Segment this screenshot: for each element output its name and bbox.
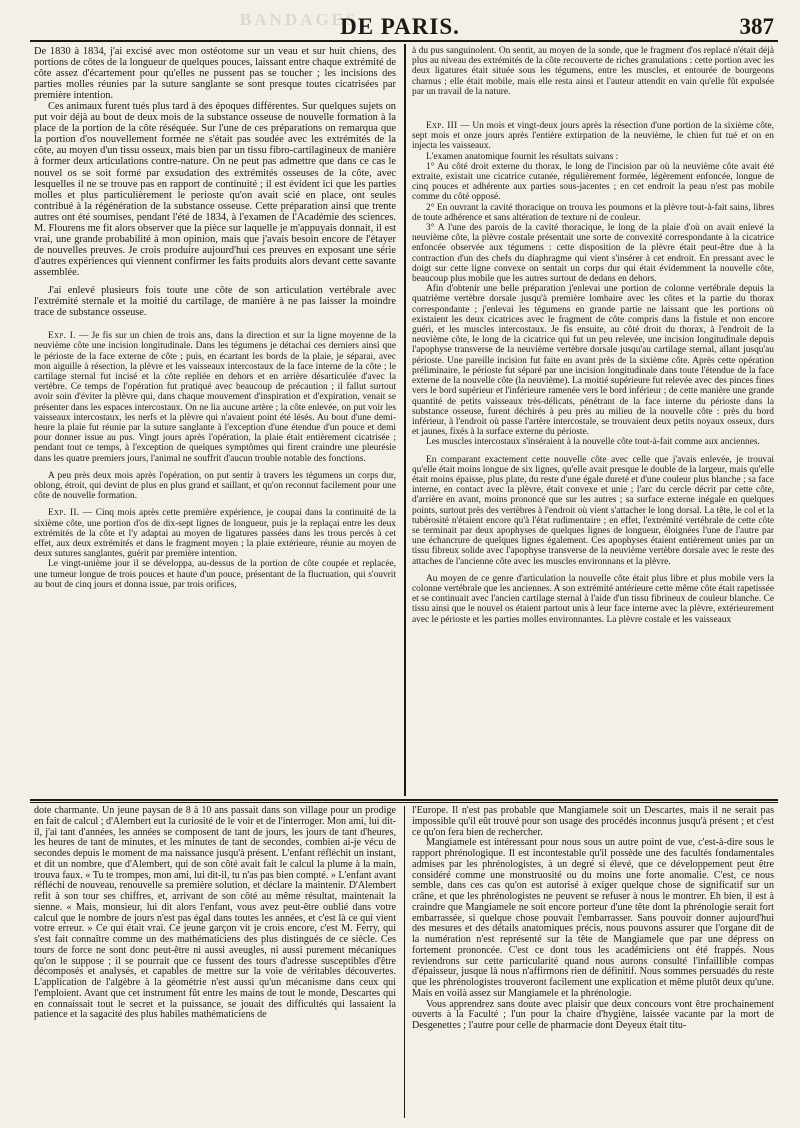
numbered-point: 3° A l'une des parois de la cavité thoracique, le long de la plaie d'où on avait enlevé la neuvième côte, la plèvre costale présentait une sorte de convexité correspondante à la cicatrice enfoncée observée aux tégumens : cette disposition de la plèvre était peut-être due à la contraction d'un des chefs du diaphragme qui vient s'insérer à cet endroit. En pressant avec le doigt sur cette ligne convexe on sentait un corps dur qui était évidemment la nouvelle côte, beaucoup plus mobile que les autres surtout de dedans en dehors. (412, 223, 774, 285)
article-column-right (412, 46, 774, 798)
experiment-two-paragraph (34, 508, 396, 559)
top-column-divider (404, 44, 406, 796)
feuilleton-column-left (34, 806, 396, 1118)
article-paragraph: à du pus sanguinolent. On sentit, au moyen de la sonde, que le fragment d'os replacé n'était déjà plus au niveau des extrémités de la côte recouverte de riches granulations : cette portion avec les deux ligatures était située sous les tégumens, entre les muscles, et entourée de bourgeons charnus ; elle était mobile, mais elle resta ainsi et l'auteur attendit en vain qu'elle fût expulsée par un travail de la nature. (412, 46, 774, 97)
page-number: 387 (739, 14, 774, 39)
article-paragraph: A peu près deux mois après l'opération, on put sentir à travers les tégumens un corps dur, oblong, étroit, qui devint de plus en plus grand et saillant, et qu'on reconnut facilement pour une côte de nouvelle formation. (34, 470, 396, 502)
article-paragraph: De 1830 à 1834, j'ai excisé avec mon ostéotome sur un veau et sur huit chiens, des portions de côtes de la longueur de quelques pouces, laissant entre chaque extrémité de côte assez d'écartement pour qu'elles ne pussent pas se toucher ; les incisions des parties molles réunies par la suture sanglante se sont presque toutes cicatrisées par première intention. (34, 46, 396, 102)
experiment-one-paragraph (34, 331, 396, 464)
article-paragraph: Afin d'obtenir une belle préparation j'enlevai une portion de colonne vertébrale depuis la quatrième vertèbre dorsale jusqu'à première lombaire avec les côtes et la partie du thorax correspondante ; j'enlevai les tégumens en grande partie ne laissant que les portions où existaient les deux cicatrices avec le fragment de côte compris dans la fistule et non encore guéri, et les muscles intercostaux. Je fis ensuite, au côté droit du thorax, à l'endroit de la neuvième côte, le long de la cicatrice qui fut un peu relevée, une incision longitudinale depuis l'apophyse transverse de la neuvième vertèbre dorsale jusqu'au cartilage sternal, allant jusqu'au périoste. Une pareille incision fut faite en avant près de la sixième côte. Après cette opération préliminaire, le périoste fut séparé par une incision longitudinale dans toute l'étendue de la face externe de la nouvelle côte (la neuvième). La moitié supérieure fut relevée avec des pinces fines vers le bord supérieur et l'inférieure ramenée vers le bord inférieur ; de cette manière une grande quantité de petits vaisseaux très-délicats, pénétrant de la face interne du périoste dans la substance osseuse, furent déchirés à peu près au milieu de la nouvelle côte : près du bord inférieur, à l'endroit où passe l'artère intercostale, se trouvaient deux petits noyaux osseux, durs et jaunes, fixés à la surface externe du périoste. (412, 284, 774, 438)
feuilleton-paragraph: Mangiamele est intéressant pour nous sous un autre point de vue, c'est-à-dire sous le rapport phrénologique. Il est incontestable qu'il possède une des facultés fondamentales admises par les phrénologistes, à un degré si élevé, que ce développement peut être considéré comme une monstruosité ou du moins une forte anomalie. C'est, ce nous semble, dans ces cas qu'on est autorisé à exiger quelque chose de significatif sur un crâne, et que les phrénologistes ne peuvent se refuser à nous le montrer. Eh bien, il est à craindre que Mangiamele ne soit encore porteur d'une tête dont la phrénologie serait fort embarrassée, si quelque chose pouvait l'embarrasser. Sans pouvoir donner aujourd'hui des mesures et des détails anatomiques précis, nous pouvons assurer que l'organe dit de la numération n'est représenté sur la tête de Mangiamele que par une dépress on fortement prononcée. C'est ce dont tous les académiciens ont été frappés. Nous reviendrons sur cette particularité quand nous aurons consulté l'infaillible compas d'épaisseur, jusque là nous n'affirmons rien de définitif. Nous sommes persuadés du reste que les phrénologistes trouveront facilement une explication et même plutôt deux qu'une. Mais en voilà assez sur Mangiamele et la phrénologie. (412, 837, 774, 999)
feuilleton-paragraph: l'Europe. Il n'est pas probable que Mangiamele soit un Descartes, mais il ne serait pas impossible qu'il eût trouvé pour son usage des procédés inconnus jusqu'à présent ; et c'est ce qu'on fera bien de rechercher. (412, 806, 774, 838)
bottom-column-divider (404, 806, 405, 1118)
page-title: DE PARIS. (340, 14, 460, 39)
header-rule (30, 40, 778, 42)
article-paragraph: Le vingt-unième jour il se développa, au-dessus de la portion de côte coupée et replacée, une tumeur longue de trois pouces et haute d'un pouce, présentant de la fluctuation, qui s'ouvrit au bout de cinq jours et donna issue, par trois orifices, (34, 559, 396, 590)
section-divider-rule (30, 799, 778, 801)
article-paragraph: L'examen anatomique fournit les résultats suivans : (426, 151, 619, 162)
experiment-one-text: — Je fis sur un chien de trois ans, dans la direction et sur la ligne moyenne de la neuvième côte une incision longitudinale. Dans les tégumens je détachai ces derniers ainsi que le périoste de la face externe de côte ; puis, en écartant les bords de la plaie, je séparai, avec mon aiguille à résection, la plèvre et les vaisseaux intercostaux de la face interne de la côte ; le cartilage sternal fut incisé et la côte repliée en dehors et en arrière désarticulée d'avec la vertèbre. Ce temps de l'opération fut pratiqué avec beaucoup de précaution ; il fallut surtout avoir soin d'éviter la plèvre qui, dans chaque mouvement d'inspiration et d'expiration, venait se présenter dans les espaces intercostaux. On ne lia aucune artère ; la côte enlevée, on put voir les vaisseaux intercostaux, les nerfs et la plèvre qui n'avaient point été lésés. Au bout d'une demi-heure la plaie fut réunie par la suture sanglante à l'exception d'une étendue d'un pouce et demi pour donner issue au pus. Vingt jours après l'opération, la plaie était entièrement cicatrisée ; pendant tout ce temps, à l'exception de quelques symptômes qui firent craindre une pleurésie dans les quatre premiers jours, l'animal ne souffrit d'aucun trouble notable des fonctions. (34, 331, 396, 464)
experiment-one-label: Exp. I. (48, 331, 76, 342)
article-paragraph: J'ai enlevé plusieurs fois toute une côte de son articulation vertébrale avec l'extrémité sternale et la moitié du cartilage, de manière à ne pas laisser la moindre trace de substance osseuse. (34, 284, 396, 319)
feuilleton-column-right (412, 806, 774, 1118)
experiment-three-paragraph (412, 121, 774, 152)
numbered-point: 2° En ouvrant la cavité thoracique on trouva les poumons et la plèvre tout-à-fait sains, libres de toute adhérence et sans altération de texture ni de couleur. (412, 202, 774, 223)
experiment-two-label: Exp. II. (48, 508, 80, 519)
article-paragraph: Les muscles intercostaux s'inséraient à la nouvelle côte tout-à-fait comme aux anciennes. (426, 437, 760, 448)
article-column-left (34, 46, 396, 798)
article-paragraph: Au moyen de ce genre d'articulation la nouvelle côte était plus libre et plus mobile vers la colonne vertébrale que les anciennes. A son extrémité antérieure cette même côte était rapetissée et se continuait avec l'ancien cartilage sternal à l'aide d'un tissu fibrineux de couleur blanche. Ce tissu ainsi que le nouvel os étaient partout unis à leur face interne avec la plèvre, extérieurement avec le périoste et les parties molles environnantes. La plèvre costale et les vaisseaux (412, 573, 774, 625)
experiment-three-label: Exp. III (426, 121, 458, 132)
faded-bleed-through-text: BANDAGES (240, 10, 359, 29)
feuilleton-paragraph: Vous apprendrez sans doute avec plaisir que deux concours vont être prochainement ouverts à la Faculté ; l'un pour la chaire d'hygiène, laissée vacante par la mort de Desgenettes ; l'autre pour celle de pharmacie dont Deyeux était titu- (412, 998, 774, 1031)
experiment-two-text: — Cinq mois après cette première expérience, je coupai dans la continuité de la sixième côte, une portion d'os de dix-sept lignes de longueur, puis je la replaçai entre les deux extrémités de la côte et l'y adaptai au moyen de ligatures passées dans les trous percés à cet effet, aux deux extrémités et dans le fragment moyen ; la plaie extérieure, réunie au moyen de deux sutures sanglantes, guérit par première intention. (34, 508, 396, 560)
section-divider-rule-thin (30, 802, 778, 803)
article-paragraph: Ces animaux furent tués plus tard à des époques différentes. Sur quelques sujets on put voir déjà au bout de deux mois de la substance osseuse de nouvelle formation à la place de la portion de la côte réséquée. Sur l'une de ces préparations on remarqua que la portion d'os nouvellement formée ne s'était pas soudée avec les extrémités de la côte, au moyen d'un tissu osseux, mais bien par un tissu fibro-cartilagineux de manière à former deux articulations contre-nature. On ne peut pas admettre que dans ce cas le nouvel os se soit formé par exsudation des extrémités osseuses de la côte, avec lesquelles il ne se trouve pas en rapport de continuité ; il est évident ici que les parties molles et plus particulièrement le perioste qu'on avait scié en place, ont seules contribué à la régénération de la substance osseuse. Cette préparation ainsi que trente autres ont été soumises, pendant l'été de 1834, à l'examen de l'Académie des sciences. M. Flourens me fit alors observer que la pièce sur laquelle je m'appuyais donnait, il est vrai, une grande probabilité à mon opinion, mais que j'avais besoin encore de l'étayer de nouvelles preuves. Je crois produire aujourd'hui ces preuves en exposant une série d'autres expériences qui viennent confirmer les faits produits alors devant cette savante assemblée. (34, 101, 396, 278)
feuilleton-paragraph: dote charmante. Un jeune paysan de 8 à 10 ans passait dans son village pour un prodige en fait de calcul ; d'Alembert eut la curiosité de le voir et de l'interroger. Mon ami, lui dit-il, j'ai tant d'années, les années se composent de tant de jours, les jours de tant d'heures, les heures de tant de minutes, et les minutes de tant de secondes, combien ai-je vécu de secondes depuis le moment de ma naissance jusqu'à présent. L'enfant réfléchit un instant, et dit un nombre, que d'Alembert, qui de son côté avait fait le calcul la plume à la main, trouva faux. « Tu te trompes, mon ami, lui dit-il, tu n'as pas bien compté. » L'enfant avant réfléchi de nouveau, renouvelle sa première solution, et déclare la maintenir. D'Alembert refit à son tour ses chiffres, et, arrivant de son côté au même résultat, maintenait la sienne. « Mais, monsieur, lui dit alors l'enfant, vous avez peut-être oublié dans votre calcul que le nombre de jours n'est pas égal dans toutes les années, et c'est là ce qui vient votre erreur. » Ce qui était vrai. Ce jeune garçon vit je crois encore, c'est M. Ferry, qui s'est fait connaître comme un des mathématiciens des plus distingués de ce siècle. Ces tours de force ne sont donc peut-être ni aussi aveugles, ni aussi purement mécaniques qu'on le suppose ; il se pourrait que ce fussent des tours d'adresse susceptibles d'être décomposés et analysés, et capables de mettre sur la voie de véritables découvertes. L'application de l'algèbre à la géométrie n'est aussi qu'un mécanisme dans ceux qui l'emploient. Avant que cet instrument fût entre les mains de tout le monde, Descartes qui en connaissait tout le secret et la puissance, se jouait des difficultés qui lassaient la patience et la sagacité des plus habiles mathématiciens de (34, 806, 396, 1021)
experiment-three-text: — Un mois et vingt-deux jours après la résection d'une portion de la sixième côte, sept mois et onze jours après l'entière extirpation de la neuvième, le chien fut tué et on en injecta les vaisseaux. (412, 121, 774, 152)
article-paragraph: En comparant exactement cette nouvelle côte avec celle que j'avais enlevée, je trouvai qu'elle était moins longue de six lignes, qu'elle avait presque le double de la largeur, mais qu'elle était moins épaisse, plus plate, du reste d'une égale dureté et d'une couleur plus blanche ; sa face interne, en contact avec la plèvre, était convexe et unie ; l'arc du cercle décrit par cette côte, d'arrière en avant, moins prononcé que sur les autres ; sa surface externe inégale en quelques points, surtout près des vertèbres à l'endroit où vient s'attacher le long dorsal. La tête, le col et la tubérosité n'étaient encore qu'à l'état rudimentaire ; en effet, l'extrémité vertébrale de cette côte se terminait par deux apophyses de quelques lignes de longueur, éloignées l'une de l'autre par une échancrure de quelques lignes également. Ces apophyses étaient entièrement unies par un tissu fibreux solide avec l'apophyse transverse de la neuvième vertèbre dorsale avec le reste des attaches de l'ancienne côte avec les muscles environnans et la plèvre. (412, 454, 774, 567)
numbered-point: 1° Au côté droit externe du thorax, le long de l'incision par où la neuvième côte avait été extraite, existait une cicatrice cutanée, régulièrement formée, légèrement enfoncée, longue de cinq pouces et adhérente aux parties sous-jacentes ; en cet endroit la peau n'est pas mobile comme du côté opposé. (412, 161, 774, 203)
